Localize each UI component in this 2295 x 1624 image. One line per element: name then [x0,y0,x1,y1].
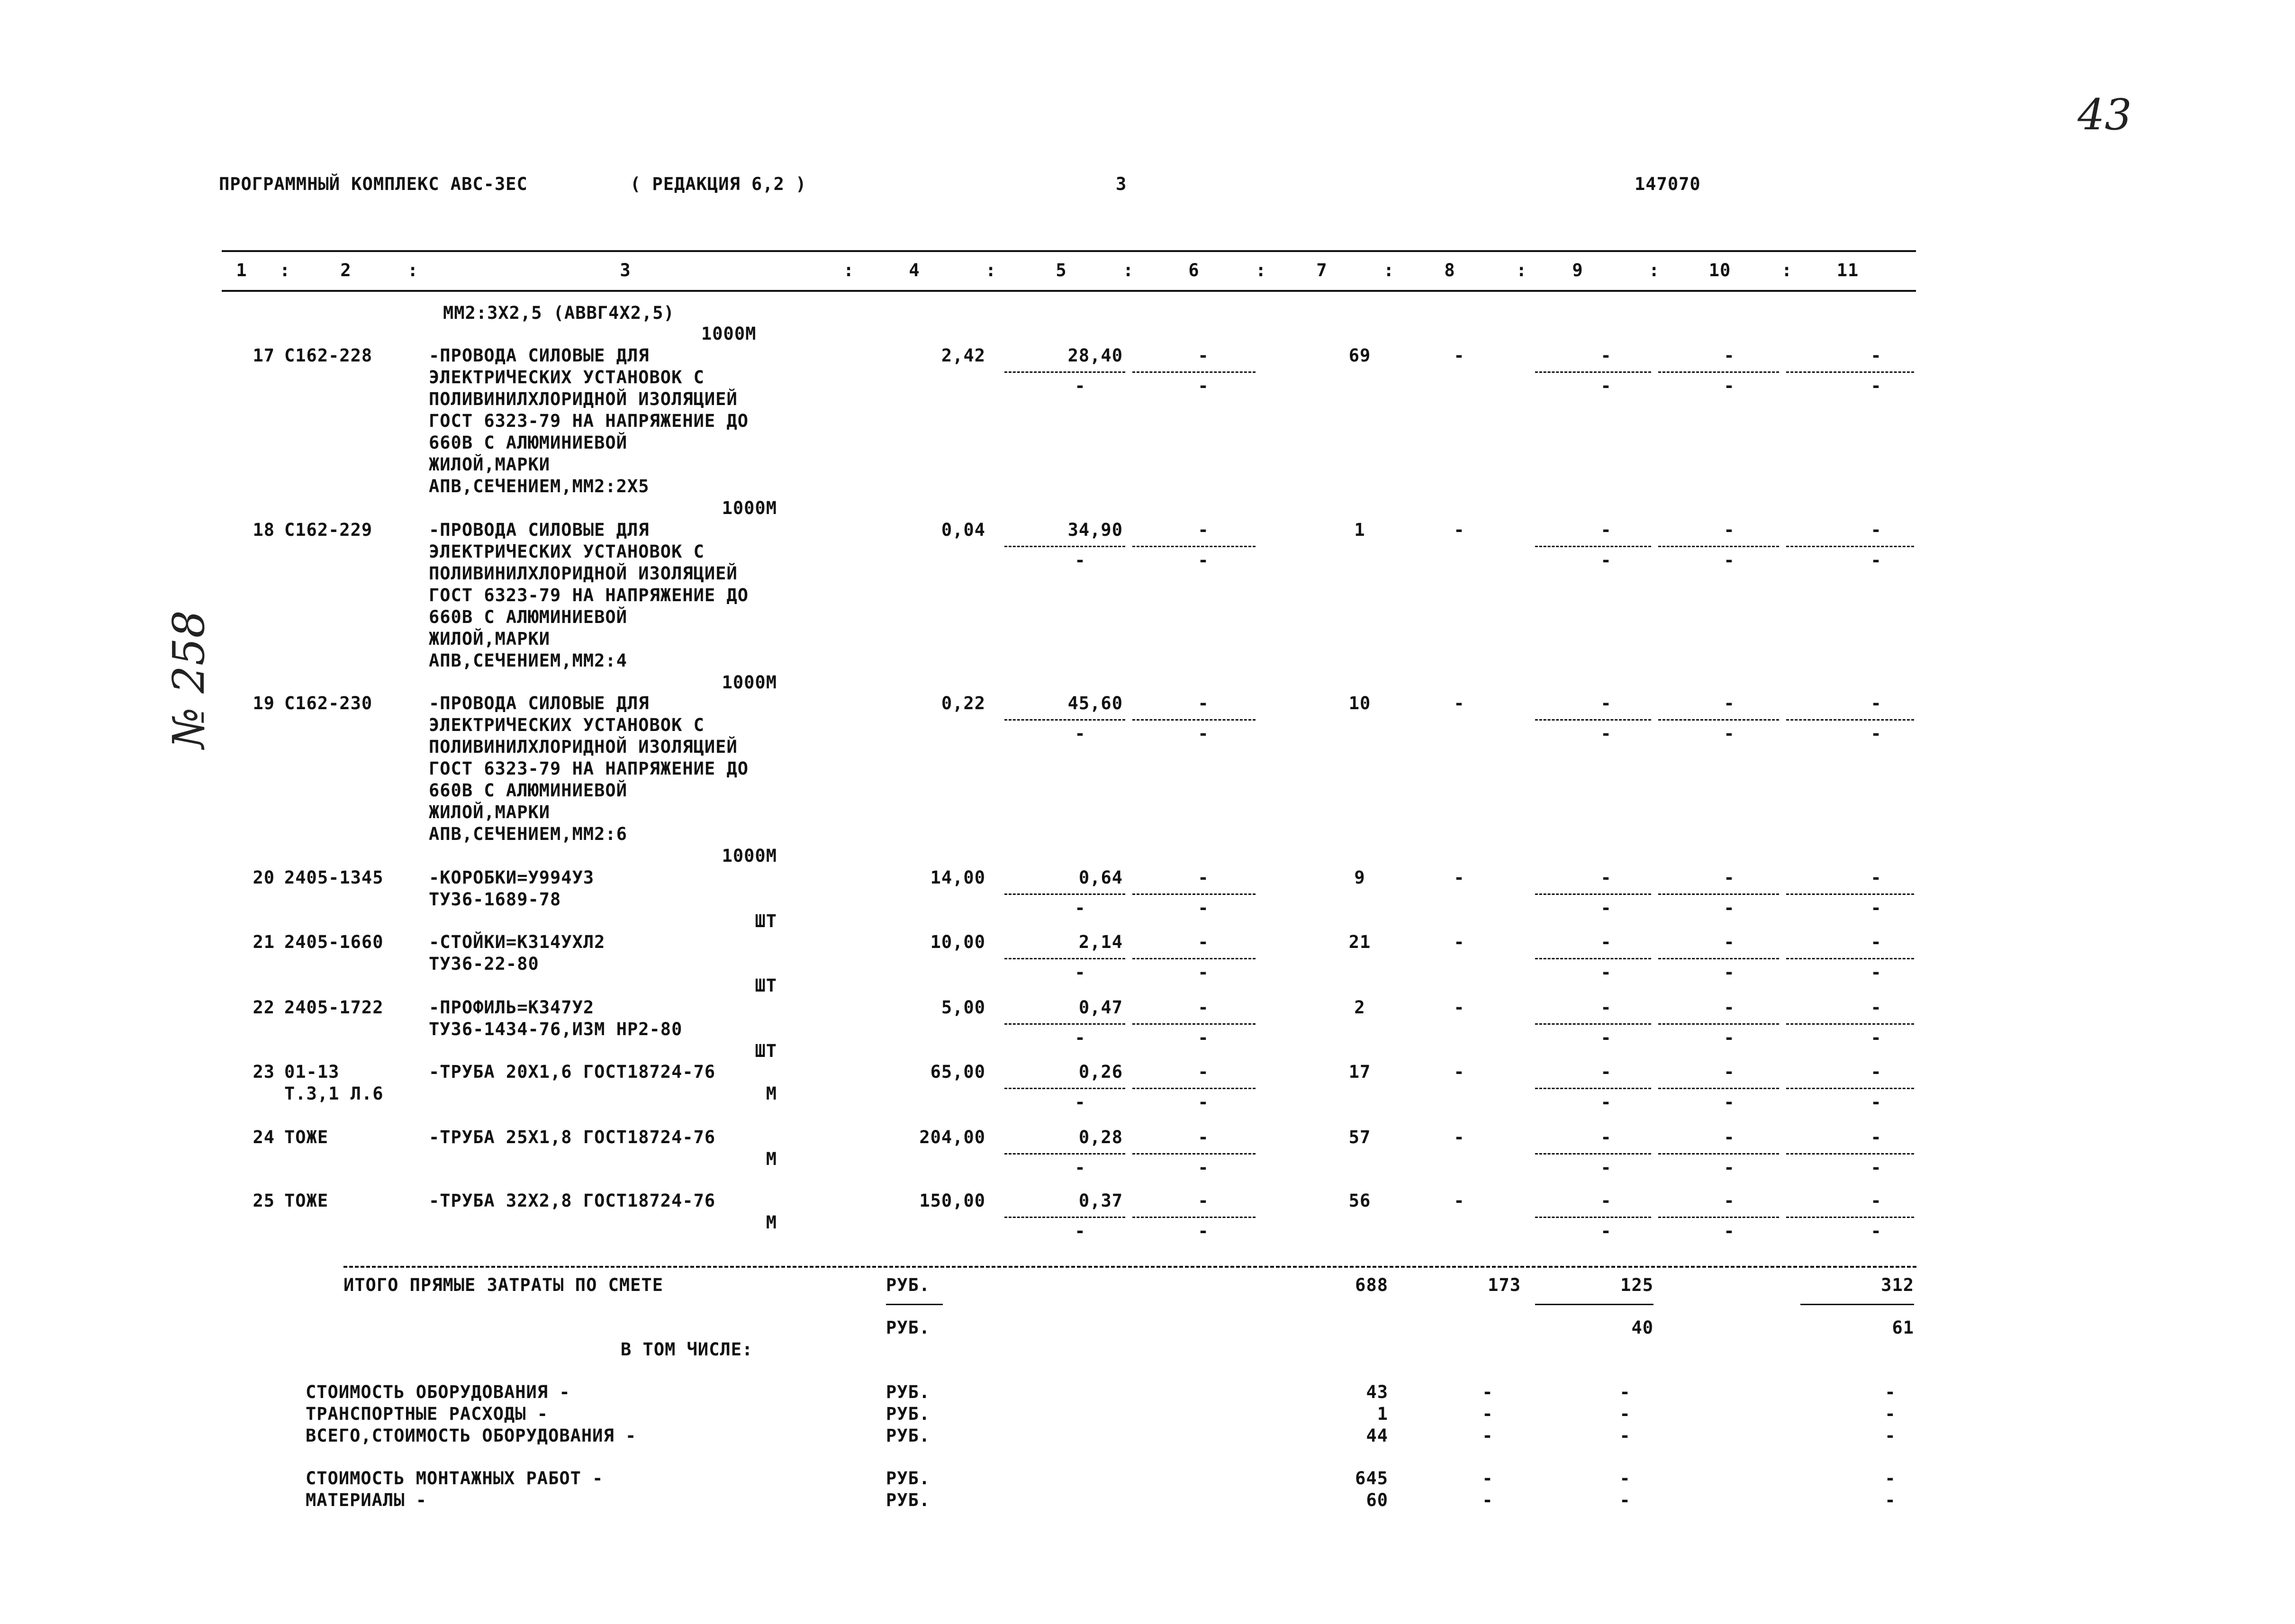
row-number: 22 [253,997,275,1018]
row-unit-price: 0,64 [1078,867,1123,888]
row-number: 18 [253,520,275,540]
summary-col9: - [1619,1404,1631,1424]
summary-col9: - [1619,1490,1631,1510]
row-subdash: - [1075,550,1086,570]
summary-label: ВСЕГО,СТОИМОСТЬ ОБОРУДОВАНИЯ - [306,1426,637,1446]
row-rule [1658,1217,1779,1218]
row-subdash: - [1870,962,1882,983]
row-description-line: ЖИЛОЙ,МАРКИ [429,802,551,822]
row-rule [1132,546,1256,547]
row-total: 69 [1348,345,1371,366]
row-subdash: - [1075,376,1086,396]
row-dash-c8: - [1454,1191,1465,1211]
row-unit-price: 34,90 [1067,520,1123,540]
row-rule [1132,893,1256,895]
row-subdash: - [1198,550,1209,570]
row-dash-c6: - [1198,345,1209,366]
row-unit: ШТ [755,975,777,996]
row-subdash: - [1600,550,1612,570]
summary-unit: РУБ. [886,1426,931,1446]
row-unit-price: 0,37 [1078,1191,1123,1211]
column-header-2: 2 [340,260,352,280]
row-rule [1535,958,1651,959]
row-dash-c9: - [1600,345,1612,366]
row-dash-c10: - [1724,1191,1735,1211]
row-code: С162-230 [284,693,373,713]
row-rule [1786,546,1914,547]
row-subdash: - [1600,723,1612,744]
summary-col9: - [1619,1468,1631,1489]
row-description-line: АПВ,СЕЧЕНИЕМ,ММ2:6 [429,824,627,844]
row-dash-c8: - [1454,345,1465,366]
row-unit: ШТ [755,911,777,931]
summary-col7: 645 [1355,1468,1388,1489]
summary-unit: РУБ. [886,1382,931,1402]
row-rule [1786,1217,1914,1218]
row-quantity: 0,22 [941,693,985,713]
table-header-rule [222,290,1916,292]
row-dash-c9: - [1600,693,1612,713]
subtotal-unit: РУБ. [886,1317,931,1338]
table-top-rule [222,250,1916,252]
row-subdash: - [1198,1157,1209,1178]
column-header-10: 10 [1708,260,1731,280]
row-subdash: - [1870,1157,1882,1178]
row-description-line: -ПРОФИЛЬ=К347У2 [429,997,595,1018]
row-dash-c10: - [1724,867,1735,888]
row-subdash: - [1600,898,1612,918]
row-quantity: 2,42 [941,345,985,366]
row-description-line: ГОСТ 6323-79 НА НАПРЯЖЕНИЕ ДО [429,411,749,431]
row-subdash: - [1198,376,1209,396]
column-header-6: 6 [1188,260,1200,280]
summary-unit: РУБ. [886,1490,931,1510]
row-dash-c11: - [1870,693,1882,713]
row-rule [1786,1023,1914,1025]
summary-col8: - [1482,1426,1493,1446]
row-unit-price: 0,26 [1078,1062,1123,1082]
row-dash-c9: - [1600,1127,1612,1147]
row-description-line: ЭЛЕКТРИЧЕСКИХ УСТАНОВОК С [429,541,705,562]
row-dash-c11: - [1870,997,1882,1018]
row-rule [1658,371,1779,373]
row-rule [1132,1023,1256,1025]
row-number: 23 [253,1062,275,1082]
row-code: С162-228 [284,345,373,366]
row-number: 19 [253,693,275,713]
row-rule [1786,958,1914,959]
subtotal-col9: 40 [1631,1317,1653,1338]
row-unit-price: 0,47 [1078,997,1123,1018]
row-subdash: - [1198,962,1209,983]
row-dash-c8: - [1454,1062,1465,1082]
row-dash-c6: - [1198,693,1209,713]
row-dash-c11: - [1870,1191,1882,1211]
row-code: 2405-1660 [284,932,384,952]
row-code: 2405-1345 [284,867,384,888]
row-dash-c10: - [1724,1127,1735,1147]
row-description-line: ТУ36-1689-78 [429,889,561,910]
row-subdash: - [1724,723,1735,744]
row-description-line: -ТРУБА 20Х1,6 ГОСТ18724-76 [429,1062,716,1082]
row-description-line: ЭЛЕКТРИЧЕСКИХ УСТАНОВОК С [429,367,705,388]
row-unit-price: 2,14 [1078,932,1123,952]
total-col7: 688 [1355,1275,1388,1295]
row-rule [1004,1023,1125,1025]
row-subdash: - [1075,962,1086,983]
program-title: ПРОГРАММНЫЙ КОМПЛЕКС АВС-3ЕС [219,174,528,194]
row-dash-c9: - [1600,1191,1612,1211]
row-dash-c10: - [1724,1062,1735,1082]
column-header-5: 5 [1056,260,1067,280]
row-number: 24 [253,1127,275,1147]
summary-col7: 1 [1377,1404,1388,1424]
row-subdash: - [1198,898,1209,918]
row-rule [1658,893,1779,895]
summary-col7: 44 [1366,1426,1388,1446]
summary-label: СТОИМОСТЬ МОНТАЖНЫХ РАБОТ - [306,1468,604,1489]
summary-col7: 60 [1366,1490,1388,1510]
row-subdash: - [1870,898,1882,918]
row-unit: 1000М [722,846,777,866]
row-subdash: - [1870,1028,1882,1048]
row-dash-c6: - [1198,520,1209,540]
row-dash-c6: - [1198,1062,1209,1082]
row-subdash: - [1870,1221,1882,1241]
row-number: 21 [253,932,275,952]
row-subdash: - [1075,723,1086,744]
row-rule [1004,893,1125,895]
row-unit: 1000М [722,498,777,518]
row-code: 2405-1722 [284,997,384,1018]
sub-rule-unit [886,1304,943,1305]
row-description-line: -ПРОВОДА СИЛОВЫЕ ДЛЯ [429,520,650,540]
document-code: 147070 [1635,174,1701,194]
row-subdash: - [1600,1028,1612,1048]
summary-col11: - [1885,1404,1896,1424]
row-description-line: 660В С АЛЮМИНИЕВОЙ [429,433,627,453]
row-subdash: - [1724,1028,1735,1048]
summary-label: СТОИМОСТЬ ОБОРУДОВАНИЯ - [306,1382,570,1402]
row-code: 01-13 [284,1062,340,1082]
row-quantity: 65,00 [930,1062,985,1082]
row-total: 10 [1348,693,1371,713]
row-dash-c8: - [1454,867,1465,888]
row-dash-c8: - [1454,693,1465,713]
row-description-line: АПВ,СЕЧЕНИЕМ,ММ2:4 [429,650,627,671]
row-description-line: ПОЛИВИНИЛХЛОРИДНОЙ ИЗОЛЯЦИЕЙ [429,563,738,584]
row-rule [1132,958,1256,959]
row-code-extra: Т.3,1 Л.6 [284,1083,384,1104]
row-subdash: - [1724,962,1735,983]
row-rule [1535,893,1651,895]
row-dash-c8: - [1454,520,1465,540]
row-subdash: - [1724,1092,1735,1112]
row-total: 2 [1354,997,1365,1018]
row-subdash: - [1724,1221,1735,1241]
row-rule [1004,371,1125,373]
summary-col8: - [1482,1468,1493,1489]
summary-col11: - [1885,1490,1896,1510]
summary-col9: - [1619,1426,1631,1446]
row-description-line: 660В С АЛЮМИНИЕВОЙ [429,780,627,801]
row-subdash: - [1600,1092,1612,1112]
row-quantity: 10,00 [930,932,985,952]
row-subdash: - [1600,376,1612,396]
row-quantity: 5,00 [941,997,985,1018]
column-header-4: 4 [909,260,920,280]
row-rule [1535,1153,1651,1155]
summary-col8: - [1482,1490,1493,1510]
row-unit-price: 45,60 [1067,693,1123,713]
row-unit: М [766,1083,777,1104]
row-total: 17 [1348,1062,1371,1082]
column-header-7: 7 [1316,260,1328,280]
row-subdash: - [1198,1221,1209,1241]
row-rule [1535,546,1651,547]
row-rule [1004,719,1125,721]
row-description-line: -ТРУБА 32Х2,8 ГОСТ18724-76 [429,1191,716,1211]
row-rule [1004,1153,1125,1155]
row-number: 20 [253,867,275,888]
summary-label: МАТЕРИАЛЫ - [306,1490,427,1510]
column-header-8: 8 [1444,260,1455,280]
continuation-unit: 1000М [701,324,757,344]
row-rule [1658,1153,1779,1155]
row-rule [1786,1088,1914,1089]
row-rule [1786,893,1914,895]
row-description-line: ПОЛИВИНИЛХЛОРИДНОЙ ИЗОЛЯЦИЕЙ [429,737,738,757]
row-subdash: - [1600,962,1612,983]
total-col11: 312 [1881,1275,1914,1295]
total-col9: 125 [1620,1275,1653,1295]
column-header-3: 3 [620,260,631,280]
row-subdash: - [1600,1221,1612,1241]
row-total: 56 [1348,1191,1371,1211]
row-rule [1786,371,1914,373]
row-rule [1658,1088,1779,1089]
row-rule [1132,1153,1256,1155]
row-description-line: -ПРОВОДА СИЛОВЫЕ ДЛЯ [429,345,650,366]
row-unit-price: 28,40 [1067,345,1123,366]
row-rule [1658,546,1779,547]
summary-top-rule [343,1266,1916,1268]
row-rule [1132,1088,1256,1089]
row-unit: ШТ [755,1041,777,1061]
row-subdash: - [1075,1028,1086,1048]
row-dash-c11: - [1870,1062,1882,1082]
row-subdash: - [1870,376,1882,396]
row-rule [1004,1217,1125,1218]
row-unit-price: 0,28 [1078,1127,1123,1147]
row-number: 25 [253,1191,275,1211]
sub-rule-col9 [1535,1304,1653,1305]
row-dash-c6: - [1198,867,1209,888]
row-dash-c11: - [1870,345,1882,366]
summary-col8: - [1482,1404,1493,1424]
row-dash-c8: - [1454,1127,1465,1147]
row-dash-c10: - [1724,693,1735,713]
summary-col11: - [1885,1426,1896,1446]
total-unit: РУБ. [886,1275,931,1295]
row-dash-c8: - [1454,997,1465,1018]
row-description-line: АПВ,СЕЧЕНИЕМ,ММ2:2Х5 [429,476,650,496]
row-quantity: 150,00 [919,1191,985,1211]
row-unit: М [766,1149,777,1169]
row-rule [1004,546,1125,547]
sheet-number: 3 [1116,174,1127,194]
row-rule [1132,1217,1256,1218]
column-header-row: 1 2 3 4 5 6 7 8 9 10 11 : : : : : : : : : : [0,0,2295,501]
row-code: С162-229 [284,520,373,540]
row-rule [1535,1217,1651,1218]
total-col8: 173 [1488,1275,1521,1295]
row-rule [1658,958,1779,959]
row-dash-c9: - [1600,520,1612,540]
row-total: 57 [1348,1127,1371,1147]
row-unit: М [766,1212,777,1233]
row-dash-c9: - [1600,1062,1612,1082]
row-total: 1 [1354,520,1365,540]
margin-handwritten-note: № 258 [163,610,214,749]
row-total: 9 [1354,867,1365,888]
row-rule [1786,1153,1914,1155]
row-rule [1004,1088,1125,1089]
row-description-line: -ТРУБА 25Х1,8 ГОСТ18724-76 [429,1127,716,1147]
row-description-line: ЖИЛОЙ,МАРКИ [429,629,551,649]
row-quantity: 204,00 [919,1127,985,1147]
summary-label: ТРАНСПОРТНЫЕ РАСХОДЫ - [306,1404,549,1424]
row-subdash: - [1198,723,1209,744]
row-subdash: - [1198,1028,1209,1048]
row-number: 17 [253,345,275,366]
row-dash-c11: - [1870,932,1882,952]
row-rule [1535,719,1651,721]
row-dash-c6: - [1198,1191,1209,1211]
row-subdash: - [1724,898,1735,918]
summary-unit: РУБ. [886,1404,931,1424]
row-dash-c11: - [1870,520,1882,540]
row-dash-c9: - [1600,932,1612,952]
row-subdash: - [1075,1157,1086,1178]
row-dash-c9: - [1600,997,1612,1018]
row-rule [1786,719,1914,721]
row-code: ТОЖЕ [284,1191,329,1211]
row-description-line: ГОСТ 6323-79 НА НАПРЯЖЕНИЕ ДО [429,585,749,605]
row-subdash: - [1724,376,1735,396]
row-description-line: ПОЛИВИНИЛХЛОРИДНОЙ ИЗОЛЯЦИЕЙ [429,389,738,409]
row-quantity: 0,04 [941,520,985,540]
column-header-11: 11 [1836,260,1859,280]
summary-col11: - [1885,1382,1896,1402]
row-dash-c10: - [1724,520,1735,540]
row-code: ТОЖЕ [284,1127,329,1147]
row-quantity: 14,00 [930,867,985,888]
row-dash-c10: - [1724,345,1735,366]
row-dash-c6: - [1198,932,1209,952]
row-dash-c6: - [1198,1127,1209,1147]
row-dash-c11: - [1870,867,1882,888]
summary-col9: - [1619,1382,1631,1402]
summary-unit: РУБ. [886,1468,931,1489]
row-subdash: - [1724,1157,1735,1178]
row-rule [1535,1023,1651,1025]
row-subdash: - [1075,1092,1086,1112]
summary-col7: 43 [1366,1382,1388,1402]
row-subdash: - [1870,723,1882,744]
row-description-line: 660В С АЛЮМИНИЕВОЙ [429,607,627,627]
row-dash-c9: - [1600,867,1612,888]
row-subdash: - [1870,1092,1882,1112]
row-dash-c8: - [1454,932,1465,952]
continuation-text: ММ2:3Х2,5 (АВВГ4Х2,5) [443,303,675,323]
row-rule [1658,719,1779,721]
row-dash-c6: - [1198,997,1209,1018]
row-description-line: ТУ36-1434-76,ИЗМ НР2-80 [429,1019,683,1039]
row-description-line: ГОСТ 6323-79 НА НАПРЯЖЕНИЕ ДО [429,758,749,779]
including-heading: В ТОМ ЧИСЛЕ: [621,1339,753,1360]
edition-label: ( РЕДАКЦИЯ 6,2 ) [630,174,807,194]
row-description-line: ЭЛЕКТРИЧЕСКИХ УСТАНОВОК С [429,715,705,735]
row-rule [1132,371,1256,373]
row-description-line: ТУ36-22-80 [429,954,539,974]
page-number: 43 [2078,90,2132,140]
row-rule [1535,371,1651,373]
row-description-line: -ПРОВОДА СИЛОВЫЕ ДЛЯ [429,693,650,713]
row-subdash: - [1075,898,1086,918]
row-dash-c11: - [1870,1127,1882,1147]
subtotal-col11: 61 [1892,1317,1914,1338]
summary-col8: - [1482,1382,1493,1402]
row-subdash: - [1198,1092,1209,1112]
sub-rule-col11 [1800,1304,1914,1305]
row-rule [1658,1023,1779,1025]
row-subdash: - [1075,1221,1086,1241]
row-description-line: -СТОЙКИ=К314УХЛ2 [429,932,605,952]
row-dash-c10: - [1724,997,1735,1018]
column-header-1: 1 [236,260,247,280]
row-rule [1004,958,1125,959]
row-description-line: -КОРОБКИ=У994У3 [429,867,595,888]
row-subdash: - [1600,1157,1612,1178]
column-header-9: 9 [1572,260,1583,280]
row-total: 21 [1348,932,1371,952]
row-subdash: - [1870,550,1882,570]
summary-col11: - [1885,1468,1896,1489]
row-rule [1535,1088,1651,1089]
row-subdash: - [1724,550,1735,570]
row-description-line: ЖИЛОЙ,МАРКИ [429,454,551,475]
row-unit: 1000М [722,672,777,693]
row-dash-c10: - [1724,932,1735,952]
total-label: ИТОГО ПРЯМЫЕ ЗАТРАТЫ ПО СМЕТЕ [343,1275,664,1295]
row-rule [1132,719,1256,721]
